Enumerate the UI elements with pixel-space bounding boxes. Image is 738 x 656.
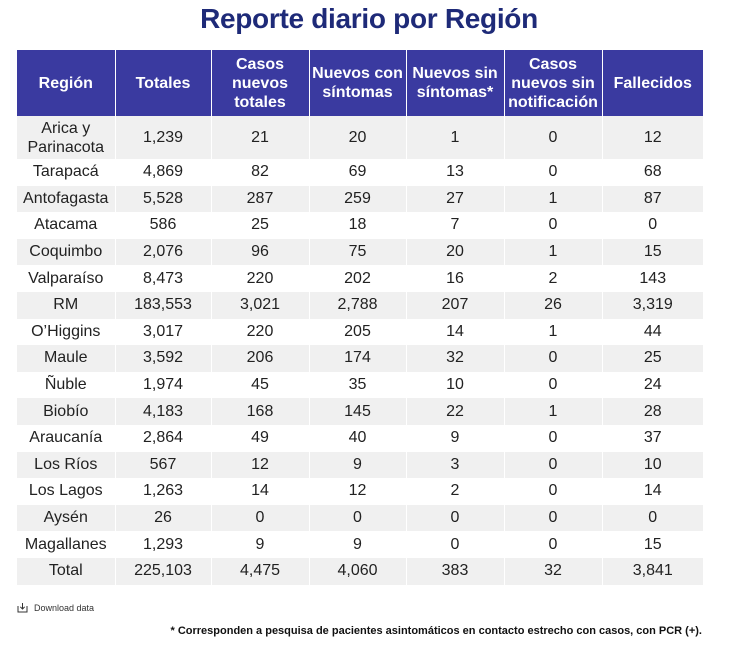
value-cell: 259 <box>309 186 406 213</box>
value-cell: 9 <box>309 531 406 558</box>
value-cell: 14 <box>211 478 309 505</box>
value-cell: 96 <box>211 239 309 266</box>
value-cell: 2,864 <box>115 425 211 452</box>
value-cell: 4,060 <box>309 558 406 585</box>
download-icon <box>17 602 28 613</box>
value-cell: 0 <box>602 212 703 239</box>
value-cell: 15 <box>602 239 703 266</box>
value-cell: 25 <box>211 212 309 239</box>
value-cell: 26 <box>115 505 211 532</box>
value-cell: 3,017 <box>115 319 211 346</box>
value-cell: 9 <box>406 425 504 452</box>
region-cell: Arica y Parinacota <box>17 116 115 159</box>
region-cell: Valparaíso <box>17 265 115 292</box>
value-cell: 287 <box>211 186 309 213</box>
value-cell: 3,319 <box>602 292 703 319</box>
value-cell: 24 <box>602 372 703 399</box>
table-header-row <box>17 50 703 116</box>
value-cell: 5,528 <box>115 186 211 213</box>
value-cell: 12 <box>309 478 406 505</box>
value-cell: 7 <box>406 212 504 239</box>
region-cell: Biobío <box>17 398 115 425</box>
value-cell: 0 <box>504 505 602 532</box>
table-row <box>17 372 703 399</box>
value-cell: 220 <box>211 319 309 346</box>
value-cell: 174 <box>309 345 406 372</box>
value-cell: 21 <box>211 116 309 159</box>
value-cell: 2,788 <box>309 292 406 319</box>
value-cell: 1,239 <box>115 116 211 159</box>
value-cell: 0 <box>504 372 602 399</box>
value-cell: 1,974 <box>115 372 211 399</box>
value-cell: 202 <box>309 265 406 292</box>
region-cell: Araucanía <box>17 425 115 452</box>
table-row <box>17 478 703 505</box>
value-cell: 0 <box>504 531 602 558</box>
value-cell: 69 <box>309 159 406 186</box>
table-row <box>17 505 703 532</box>
value-cell: 1 <box>504 186 602 213</box>
region-cell: Magallanes <box>17 531 115 558</box>
table-row <box>17 345 703 372</box>
value-cell: 49 <box>211 425 309 452</box>
region-cell: Maule <box>17 345 115 372</box>
value-cell: 586 <box>115 212 211 239</box>
value-cell: 0 <box>406 505 504 532</box>
value-cell: 44 <box>602 319 703 346</box>
value-cell: 207 <box>406 292 504 319</box>
table-row <box>17 159 703 186</box>
value-cell: 45 <box>211 372 309 399</box>
column-header: Casos nuevos sin notificación <box>504 50 602 116</box>
table-row <box>17 319 703 346</box>
value-cell: 68 <box>602 159 703 186</box>
value-cell: 8,473 <box>115 265 211 292</box>
value-cell: 0 <box>602 505 703 532</box>
value-cell: 20 <box>406 239 504 266</box>
table-row <box>17 452 703 479</box>
table-row <box>17 398 703 425</box>
column-header: Nuevos con síntomas <box>309 50 406 116</box>
value-cell: 168 <box>211 398 309 425</box>
value-cell: 18 <box>309 212 406 239</box>
value-cell: 37 <box>602 425 703 452</box>
value-cell: 35 <box>309 372 406 399</box>
value-cell: 16 <box>406 265 504 292</box>
report-table <box>17 50 703 585</box>
value-cell: 567 <box>115 452 211 479</box>
table-row <box>17 531 703 558</box>
table-row <box>17 212 703 239</box>
value-cell: 0 <box>504 116 602 159</box>
value-cell: 0 <box>504 212 602 239</box>
value-cell: 32 <box>406 345 504 372</box>
table-row <box>17 116 703 159</box>
value-cell: 10 <box>602 452 703 479</box>
value-cell: 3,592 <box>115 345 211 372</box>
column-header: Casos nuevos totales <box>211 50 309 116</box>
value-cell: 383 <box>406 558 504 585</box>
column-header: Región <box>17 50 115 116</box>
value-cell: 206 <box>211 345 309 372</box>
value-cell: 3 <box>406 452 504 479</box>
value-cell: 13 <box>406 159 504 186</box>
download-data-label: Download data <box>34 602 95 613</box>
footnote: * Corresponden a pesquisa de pacientes asintomáticos en contacto estrecho con casos, con PCR (+). <box>170 625 702 637</box>
region-cell: Los Lagos <box>17 478 115 505</box>
value-cell: 3,841 <box>602 558 703 585</box>
table-body <box>17 116 703 585</box>
region-cell: Antofagasta <box>17 186 115 213</box>
table-row <box>17 265 703 292</box>
table-row <box>17 186 703 213</box>
value-cell: 183,553 <box>115 292 211 319</box>
page-title: Reporte diario por Región <box>200 3 538 34</box>
value-cell: 0 <box>309 505 406 532</box>
value-cell: 32 <box>504 558 602 585</box>
value-cell: 0 <box>504 345 602 372</box>
value-cell: 145 <box>309 398 406 425</box>
region-cell: Total <box>17 558 115 585</box>
region-cell: RM <box>17 292 115 319</box>
value-cell: 205 <box>309 319 406 346</box>
value-cell: 9 <box>309 452 406 479</box>
region-cell: Tarapacá <box>17 159 115 186</box>
value-cell: 3,021 <box>211 292 309 319</box>
region-cell: Coquimbo <box>17 239 115 266</box>
value-cell: 1 <box>504 239 602 266</box>
value-cell: 26 <box>504 292 602 319</box>
region-cell: Aysén <box>17 505 115 532</box>
table-row <box>17 239 703 266</box>
value-cell: 75 <box>309 239 406 266</box>
region-cell: Atacama <box>17 212 115 239</box>
value-cell: 0 <box>211 505 309 532</box>
column-header: Totales <box>115 50 211 116</box>
value-cell: 1 <box>504 319 602 346</box>
value-cell: 2 <box>406 478 504 505</box>
value-cell: 0 <box>504 425 602 452</box>
value-cell: 0 <box>504 159 602 186</box>
value-cell: 0 <box>504 478 602 505</box>
value-cell: 20 <box>309 116 406 159</box>
value-cell: 10 <box>406 372 504 399</box>
column-header: Fallecidos <box>602 50 703 116</box>
value-cell: 2,076 <box>115 239 211 266</box>
value-cell: 40 <box>309 425 406 452</box>
value-cell: 12 <box>211 452 309 479</box>
value-cell: 28 <box>602 398 703 425</box>
value-cell: 14 <box>602 478 703 505</box>
value-cell: 9 <box>211 531 309 558</box>
value-cell: 0 <box>504 452 602 479</box>
column-header: Nuevos sin síntomas* <box>406 50 504 116</box>
value-cell: 82 <box>211 159 309 186</box>
value-cell: 1,263 <box>115 478 211 505</box>
value-cell: 87 <box>602 186 703 213</box>
value-cell: 4,475 <box>211 558 309 585</box>
value-cell: 4,869 <box>115 159 211 186</box>
region-cell: O’Higgins <box>17 319 115 346</box>
value-cell: 143 <box>602 265 703 292</box>
value-cell: 1,293 <box>115 531 211 558</box>
value-cell: 0 <box>406 531 504 558</box>
region-cell: Ñuble <box>17 372 115 399</box>
value-cell: 12 <box>602 116 703 159</box>
value-cell: 22 <box>406 398 504 425</box>
total-row <box>17 558 703 585</box>
value-cell: 14 <box>406 319 504 346</box>
table-row <box>17 292 703 319</box>
value-cell: 27 <box>406 186 504 213</box>
download-data-link[interactable] <box>17 602 94 613</box>
value-cell: 1 <box>504 398 602 425</box>
value-cell: 1 <box>406 116 504 159</box>
value-cell: 2 <box>504 265 602 292</box>
value-cell: 220 <box>211 265 309 292</box>
table-row <box>17 425 703 452</box>
value-cell: 4,183 <box>115 398 211 425</box>
region-cell: Los Ríos <box>17 452 115 479</box>
value-cell: 15 <box>602 531 703 558</box>
value-cell: 25 <box>602 345 703 372</box>
value-cell: 225,103 <box>115 558 211 585</box>
